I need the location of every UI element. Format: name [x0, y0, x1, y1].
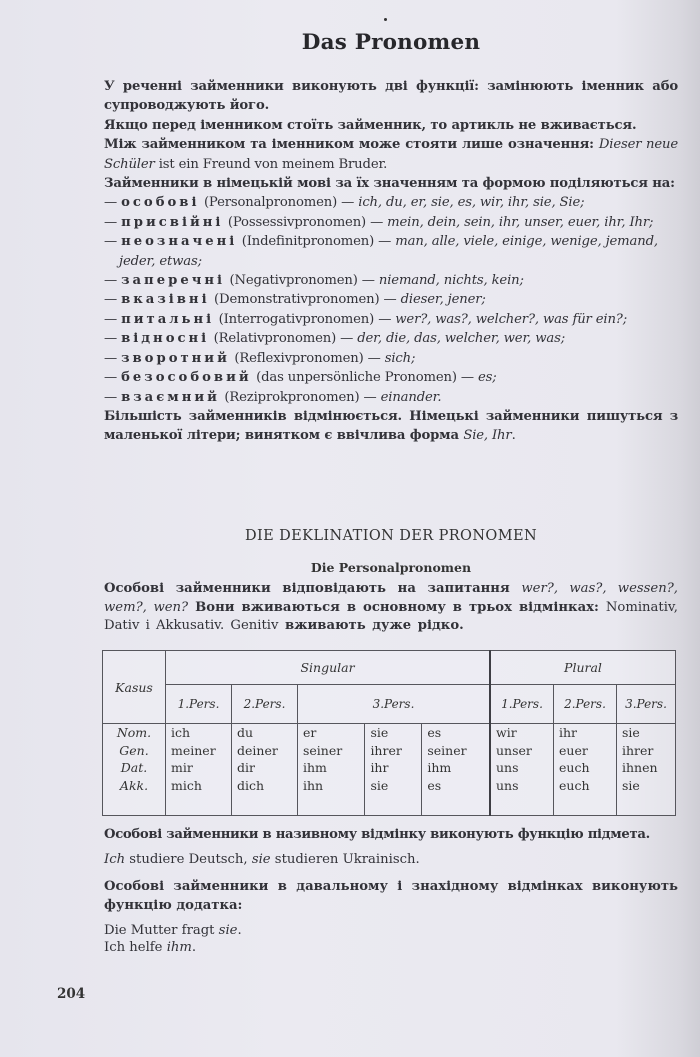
person-header: 2.Pers. — [232, 685, 298, 724]
person-header: 1.Pers. — [166, 685, 232, 724]
type-de: (Demonstrativpronomen) — [214, 292, 380, 308]
person-header: 3.Pers. — [298, 685, 491, 724]
type-examples: man, alle, viele, einige, wenige, jemand, jeder, etwas; — [119, 234, 658, 269]
dash: — — [359, 389, 381, 405]
text: i — [139, 618, 157, 633]
example-italic: Ich — [104, 852, 126, 867]
declension-table — [102, 650, 676, 816]
dash: — — [104, 311, 122, 327]
type-de: (Relativpronomen) — [213, 331, 337, 347]
dash: — — [336, 331, 358, 347]
personal-intro — [104, 580, 678, 636]
list-item — [104, 193, 678, 212]
pronoun-form: sie — [370, 725, 389, 740]
type-ua: взаємний — [121, 389, 220, 405]
type-de: (Reziprokpronomen) — [224, 389, 360, 405]
dash: — — [104, 331, 122, 347]
dash: — — [104, 350, 122, 366]
kasus-header: Kasus — [103, 651, 166, 724]
dash: — — [374, 311, 396, 327]
case-label: Dat. — [120, 760, 148, 775]
type-ua: присвійні — [121, 214, 224, 230]
case-label: Gen. — [119, 742, 149, 758]
page-number: 204 — [57, 986, 86, 1002]
case-label: Akk. — [119, 777, 149, 793]
dash: — — [104, 195, 122, 211]
person-header: 1.Pers. — [490, 685, 554, 724]
type-ua: особові — [121, 195, 200, 211]
type-examples: es; — [477, 370, 497, 386]
pronoun-form: sie — [622, 777, 640, 793]
pronoun-form: meiner — [171, 742, 216, 758]
pronoun-form: euch — [559, 777, 590, 793]
summary-end: . — [511, 428, 516, 444]
example-text: studieren Ukrainisch. — [270, 852, 420, 867]
cases-latin: Akkusativ. Genitiv — [156, 618, 279, 633]
example-sentence — [104, 938, 678, 957]
list-item — [104, 232, 678, 271]
list-item — [104, 271, 678, 290]
example-text: . — [237, 923, 242, 938]
dash: — — [104, 370, 122, 386]
pronoun-form: dir — [237, 760, 255, 775]
summary-paragraph — [104, 407, 678, 446]
pronoun-form: ihm — [303, 760, 327, 775]
intro-paragraph-2: Якщо перед іменником стоїть займенник, то артикль не вживається. — [104, 117, 637, 133]
type-ua: вказівні — [121, 292, 210, 308]
type-de: (Possessivpronomen) — [227, 214, 367, 230]
rule-paragraph: Особові займенники в давальному і знахідному відмінках виконують функцію додатка: — [104, 879, 678, 913]
pronoun-form: mir — [171, 760, 193, 775]
type-de: (Interrogativpronomen) — [218, 311, 375, 327]
type-ua: неозначені — [121, 234, 238, 250]
intro-paragraph-3 — [104, 135, 678, 174]
dash: — — [104, 389, 122, 405]
dash: — — [374, 234, 396, 250]
pronoun-cell — [617, 724, 676, 816]
type-ua: питальні — [121, 311, 215, 327]
dash: — — [337, 195, 359, 211]
type-de: (Indefinitpronomen) — [241, 234, 375, 250]
type-examples: dieser, jener; — [400, 292, 486, 308]
person-header: 3.Pers. — [617, 685, 676, 724]
pronoun-cell — [365, 724, 422, 816]
case-label: Nom. — [116, 725, 152, 740]
pronoun-form: euer — [559, 742, 588, 758]
dash: — — [104, 214, 122, 230]
dash: — — [456, 370, 478, 386]
pronoun-form: er — [303, 725, 317, 740]
pronoun-form: mich — [171, 777, 202, 793]
questions-italic: wer?, was?, wessen?, wem?, wen? — [104, 581, 678, 615]
pronoun-form: du — [237, 725, 254, 740]
list-item — [104, 368, 678, 387]
type-de: (Personalpronomen) — [203, 195, 338, 211]
dash: — — [104, 292, 122, 308]
list-item — [104, 388, 678, 407]
person-header: 2.Pers. — [554, 685, 617, 724]
intro-paragraph-1: У реченні займенники виконують дві функції: замінюють іменник або супроводжують його. — [104, 79, 678, 114]
pronoun-form: seiner — [427, 742, 467, 758]
table-header-row — [103, 651, 676, 685]
example-italic: sie — [251, 852, 271, 867]
list-item — [104, 349, 678, 368]
pronoun-cell — [232, 724, 298, 816]
type-ua: безособовий — [121, 370, 252, 386]
pronoun-form: unser — [496, 742, 532, 758]
after-table-section — [104, 825, 678, 957]
pronoun-form: ihr — [559, 725, 578, 740]
pronoun-form: seiner — [303, 742, 343, 758]
type-examples: einander. — [380, 389, 442, 405]
list-item — [104, 329, 678, 348]
dash: — — [366, 214, 388, 230]
table-row — [103, 724, 676, 816]
example-italic: Dieser neue Schüler — [104, 137, 678, 172]
rule-paragraph: Особові займенники в називному відмінку виконують функцію підмета. — [104, 827, 650, 842]
text: Особові займенники відповідають на запитання — [104, 581, 522, 596]
pronoun-cell — [490, 724, 554, 816]
pronoun-cell — [422, 724, 490, 816]
pronoun-form: ihnen — [622, 760, 658, 775]
type-de: (Reflexivpronomen) — [234, 350, 364, 366]
pronoun-form: ich — [171, 725, 191, 740]
plural-header: Plural — [490, 651, 676, 685]
dash: — — [363, 350, 385, 366]
cases-latin: Nominativ, Dativ — [104, 599, 678, 633]
dash: — — [379, 292, 401, 308]
example-text: studiere Deutsch, — [125, 852, 252, 867]
pronoun-form: ihr — [370, 760, 389, 775]
type-de: (Negativpronomen) — [229, 273, 358, 289]
type-examples: wer?, was?, welcher?, was für ein?; — [395, 311, 628, 327]
example-text: Ich helfe — [104, 940, 167, 955]
text: Вони вживаються в основному в трьох відмінках: — [188, 599, 606, 615]
pronoun-form: sie — [622, 725, 640, 740]
example-text: . — [191, 940, 197, 955]
example-italic: ihm — [166, 940, 192, 955]
dash: — — [104, 234, 122, 250]
pronoun-form: ihm — [427, 760, 452, 775]
type-examples: ich, du, er, sie, es, wir, ihr, sie, Sie; — [358, 195, 585, 211]
page-title: Das Pronomen — [301, 30, 481, 55]
intro-text: Між займенником та іменником може стояти лише означення: — [104, 137, 599, 153]
example-text: Die Mutter fragt — [104, 923, 219, 938]
type-ua: відносні — [121, 331, 210, 347]
list-item — [104, 310, 678, 329]
table-subheader-row — [103, 685, 676, 724]
type-examples: der, die, das, welcher, wer, was; — [357, 331, 565, 347]
text: вживають дуже рідко. — [278, 618, 464, 633]
decorative-dot — [384, 18, 387, 21]
type-de: (das unpersönliche Pronomen) — [256, 370, 457, 386]
example-rest: ist ein Freund von meinem Bruder. — [154, 156, 388, 172]
pronoun-form: ihrer — [370, 742, 402, 758]
intro-section — [104, 77, 678, 446]
summary-italic: Sie, Ihr — [463, 428, 512, 444]
pronoun-form: dich — [237, 777, 265, 793]
type-ua: зворотний — [121, 350, 230, 366]
pronoun-form: uns — [496, 777, 519, 793]
pronoun-form: uns — [496, 760, 519, 775]
dash: — — [357, 273, 379, 289]
cases-cell — [103, 724, 166, 816]
pronoun-form: wir — [496, 725, 517, 740]
pronoun-cell — [166, 724, 232, 816]
type-examples: niemand, nichts, kein; — [378, 273, 524, 289]
singular-header: Singular — [166, 651, 491, 685]
pronoun-form: deiner — [237, 742, 278, 758]
type-examples: sich; — [384, 350, 416, 366]
personal-intro-paragraph — [104, 580, 678, 636]
section-title: DIE DEKLINATION DER PRONOMEN — [244, 528, 538, 544]
intro-paragraph-4: Займенники в німецькій мові за їх значенням та формою поділяються на: — [104, 176, 675, 192]
pronoun-cell — [298, 724, 365, 816]
subsection-title: Die Personalpronomen — [310, 560, 472, 575]
example-italic: sie — [218, 923, 238, 938]
pronoun-form: ihrer — [622, 742, 654, 758]
pronoun-cell — [554, 724, 617, 816]
type-ua: заперечні — [121, 273, 226, 289]
list-item — [104, 213, 678, 232]
type-examples: mein, dein, sein, ihr, unser, euer, ihr, Ihr; — [387, 214, 654, 230]
pronoun-form: ihn — [303, 777, 324, 793]
example-sentence — [104, 850, 678, 869]
pronoun-types-list — [104, 193, 678, 406]
pronoun-form: sie — [370, 777, 389, 793]
pronoun-form: es — [427, 725, 442, 740]
summary-text: Більшість займенників відмінюється. Німецькі займенники пишуться з маленької літери; винятком є ввічлива форма — [104, 408, 678, 444]
pronoun-form: es — [427, 777, 442, 793]
pronoun-form: euch — [559, 760, 590, 775]
dash: — — [104, 273, 122, 289]
list-item — [104, 290, 678, 309]
